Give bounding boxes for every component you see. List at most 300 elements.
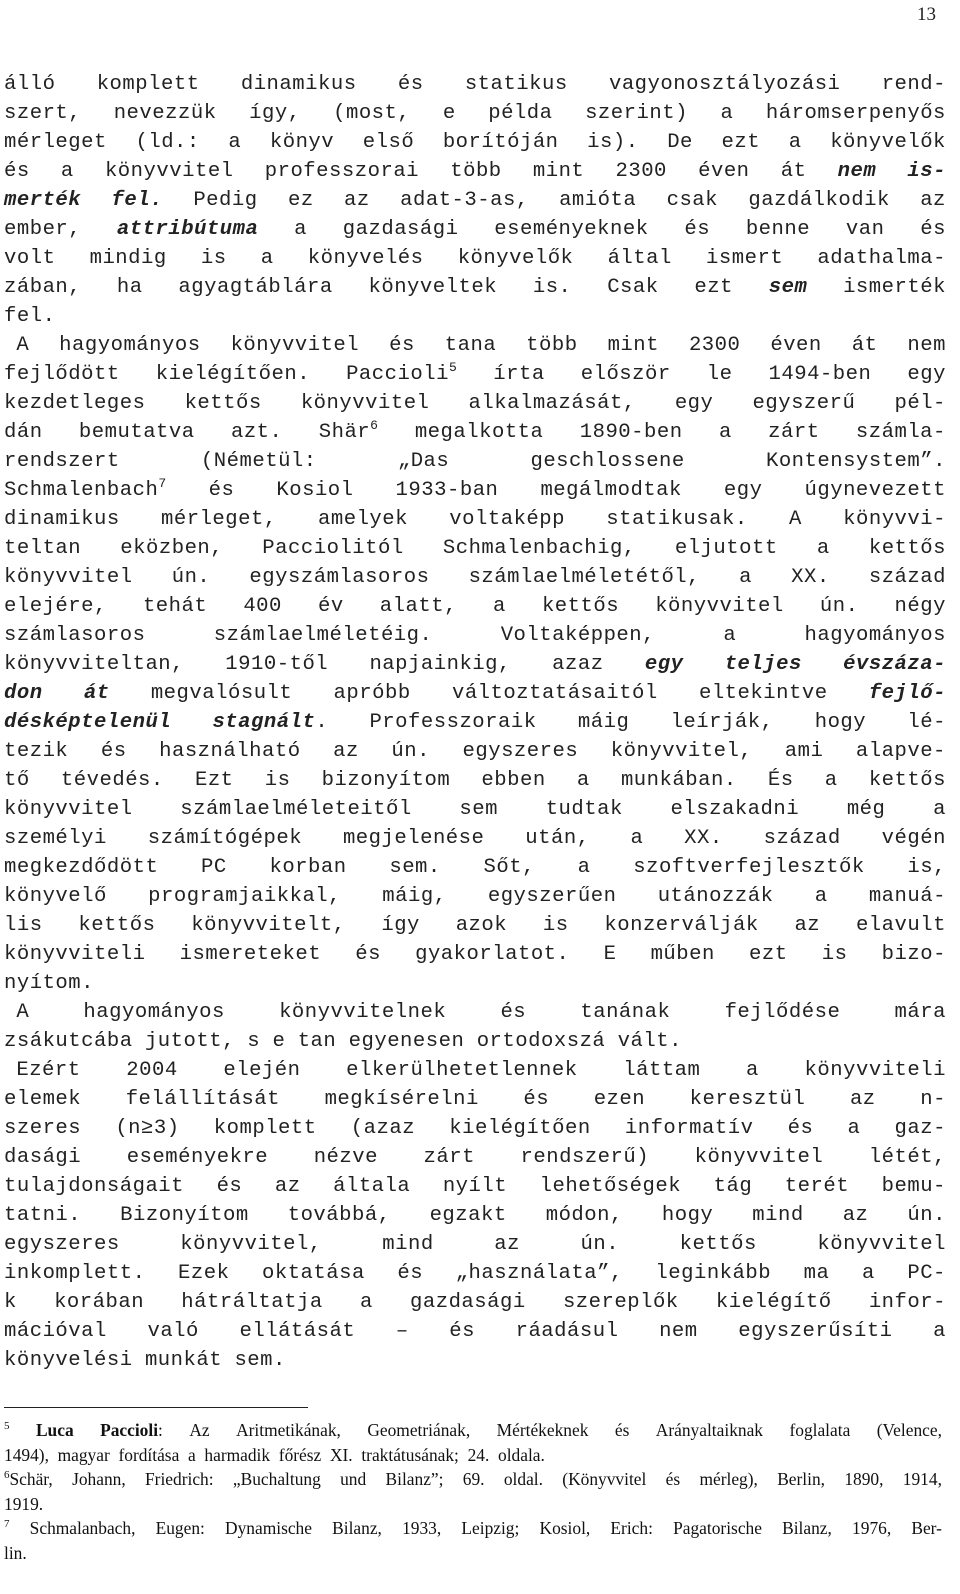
text-run: komplett bbox=[213, 1117, 317, 1140]
word bbox=[180, 795, 411, 824]
text-run: alkalmazását, bbox=[468, 392, 636, 415]
word bbox=[382, 1230, 433, 1259]
word bbox=[100, 1418, 163, 1443]
word bbox=[463, 737, 579, 766]
text-run: Az bbox=[189, 1420, 210, 1440]
text-run: könyv bbox=[269, 131, 335, 154]
text-run: Sőt, bbox=[483, 856, 535, 879]
text-line bbox=[4, 969, 946, 998]
text-run: hátráltatja bbox=[181, 1291, 323, 1314]
word bbox=[4, 1143, 81, 1172]
text-run: infor- bbox=[868, 1291, 946, 1314]
text-run: könyvvitelt, bbox=[191, 914, 346, 937]
text-run: és bbox=[684, 218, 711, 241]
word bbox=[604, 940, 617, 969]
footnote-line bbox=[4, 1467, 942, 1492]
text-run: könyvviteltan, bbox=[4, 653, 185, 676]
word bbox=[820, 592, 859, 621]
text-run: traktátusának; bbox=[361, 1444, 459, 1465]
text-run: Ezért bbox=[16, 1059, 81, 1082]
text-run: . bbox=[315, 711, 329, 734]
word bbox=[723, 621, 736, 650]
word bbox=[625, 1114, 754, 1143]
text-run: a bbox=[816, 537, 830, 560]
text-line bbox=[4, 389, 946, 418]
word bbox=[4, 505, 120, 534]
word bbox=[655, 592, 784, 621]
text-run: máig, bbox=[382, 885, 447, 908]
word bbox=[789, 1418, 850, 1443]
text-line bbox=[4, 563, 946, 592]
word bbox=[581, 1230, 620, 1259]
word bbox=[920, 1085, 946, 1114]
text-run: gazdasági bbox=[410, 1291, 526, 1314]
text-run: manuá- bbox=[868, 885, 946, 908]
word bbox=[410, 1288, 526, 1317]
word bbox=[105, 157, 234, 186]
text-run: számlaelméletéig. bbox=[213, 624, 433, 647]
text-run: könyvvitel, bbox=[180, 1233, 322, 1256]
text-run: könyvelő bbox=[4, 885, 107, 908]
word bbox=[788, 1114, 814, 1143]
text-run: 400 bbox=[243, 595, 282, 618]
word bbox=[781, 157, 807, 186]
text-run: és bbox=[216, 1175, 243, 1198]
text-run: Kosiol bbox=[276, 479, 354, 502]
text-run: ember, bbox=[4, 218, 82, 241]
text-run: az bbox=[333, 740, 359, 763]
text-run: könyvviteli bbox=[804, 1059, 946, 1082]
text-run: át bbox=[851, 334, 878, 357]
word bbox=[655, 1259, 771, 1288]
text-run: 2300 bbox=[688, 334, 741, 357]
text-run: az bbox=[274, 1175, 301, 1198]
text-run: kielégítő bbox=[715, 1291, 832, 1314]
word bbox=[804, 1259, 830, 1288]
text-run: fejlődött bbox=[4, 363, 120, 386]
footnote-ref: 7 bbox=[158, 476, 167, 492]
text-run: 69. bbox=[462, 1469, 485, 1489]
word bbox=[690, 1085, 806, 1114]
word bbox=[675, 534, 778, 563]
word bbox=[458, 244, 574, 273]
word bbox=[725, 998, 841, 1027]
word bbox=[322, 766, 451, 795]
word bbox=[201, 447, 317, 476]
word bbox=[351, 1114, 415, 1143]
text-run: (n≥3) bbox=[115, 1117, 180, 1140]
word bbox=[856, 737, 946, 766]
text-run: még bbox=[846, 798, 886, 821]
text-run: ráadásul bbox=[515, 1320, 619, 1343]
text-run: egy bbox=[723, 479, 763, 502]
text-run: (ld.: bbox=[135, 131, 200, 154]
text-run: Voltaképpen, bbox=[500, 624, 656, 647]
text-run: alapve- bbox=[855, 740, 946, 763]
text-line bbox=[4, 911, 946, 940]
word bbox=[319, 418, 379, 447]
text-run: nevezzük bbox=[113, 102, 217, 125]
text-run: a bbox=[720, 102, 734, 125]
footnote-line bbox=[4, 1492, 942, 1517]
word bbox=[346, 360, 457, 389]
word bbox=[504, 1467, 543, 1492]
word bbox=[386, 1467, 444, 1492]
text-run: és bbox=[523, 1088, 550, 1111]
text-run: dinamikus bbox=[4, 508, 120, 531]
text-run: egyenesen bbox=[348, 1030, 465, 1053]
text-run: Ezt bbox=[194, 769, 234, 792]
word bbox=[699, 679, 828, 708]
word bbox=[805, 621, 946, 650]
text-run: eljutott bbox=[674, 537, 778, 560]
text-run: 2004 bbox=[126, 1059, 178, 1082]
footnote-ref: 6 bbox=[4, 1469, 10, 1482]
word bbox=[497, 1418, 589, 1443]
text-run: De bbox=[667, 131, 693, 154]
text-run: gyakorlatot. bbox=[415, 943, 570, 966]
text-run: Erich: bbox=[610, 1518, 653, 1538]
word bbox=[714, 1172, 753, 1201]
word bbox=[623, 1056, 700, 1085]
word bbox=[785, 1172, 849, 1201]
word bbox=[651, 940, 715, 969]
word bbox=[180, 940, 321, 969]
word bbox=[181, 1288, 322, 1317]
text-line bbox=[4, 128, 946, 157]
word bbox=[415, 418, 544, 447]
emphasis-text: don bbox=[4, 682, 43, 705]
text-line bbox=[4, 824, 946, 853]
word bbox=[907, 331, 946, 360]
word bbox=[120, 534, 223, 563]
word bbox=[546, 795, 623, 824]
word bbox=[671, 795, 800, 824]
text-run: tág bbox=[713, 1175, 753, 1198]
word bbox=[279, 998, 446, 1027]
text-run: könyvvitel bbox=[694, 1146, 824, 1169]
word bbox=[360, 1288, 373, 1317]
word bbox=[143, 592, 207, 621]
word bbox=[777, 1467, 825, 1492]
text-run: tévedés. bbox=[60, 769, 164, 792]
text-line bbox=[4, 853, 946, 882]
word bbox=[145, 1346, 222, 1375]
word bbox=[822, 940, 848, 969]
word bbox=[178, 1259, 229, 1288]
word bbox=[615, 1418, 630, 1443]
text-run: könyvelés bbox=[307, 247, 424, 270]
text-line bbox=[4, 1085, 946, 1114]
text-run: Dynamische bbox=[225, 1518, 312, 1538]
text-run: ún. bbox=[391, 740, 430, 763]
text-run: zárt bbox=[423, 1146, 475, 1169]
text-run: E bbox=[603, 943, 617, 966]
text-run: rendszerű) bbox=[520, 1146, 650, 1169]
word bbox=[667, 128, 693, 157]
word bbox=[325, 1085, 479, 1114]
text-run: azaz bbox=[552, 653, 604, 676]
word bbox=[212, 708, 328, 737]
text-run: háromserpenyős bbox=[765, 102, 946, 125]
word bbox=[398, 70, 424, 99]
word bbox=[240, 1317, 356, 1346]
footnote-line bbox=[4, 1418, 942, 1443]
word bbox=[766, 447, 946, 476]
text-run: szereplők bbox=[562, 1291, 679, 1314]
text-run: bizonyítom bbox=[321, 769, 451, 792]
text-run: elavult bbox=[855, 914, 946, 937]
word bbox=[533, 157, 584, 186]
text-run: megjelenése bbox=[342, 827, 485, 850]
text-line bbox=[4, 766, 946, 795]
text-run: mindig bbox=[89, 247, 167, 270]
word bbox=[706, 244, 783, 273]
text-line bbox=[4, 331, 946, 360]
word bbox=[675, 389, 714, 418]
word bbox=[4, 331, 29, 360]
word bbox=[869, 882, 946, 911]
word bbox=[606, 505, 747, 534]
word bbox=[156, 360, 310, 389]
text-run: (most, bbox=[333, 102, 411, 125]
text-run: a bbox=[577, 856, 591, 879]
word bbox=[789, 128, 802, 157]
text-run: könyvviteli bbox=[4, 943, 146, 966]
word bbox=[54, 1288, 144, 1317]
word bbox=[4, 1172, 184, 1201]
word bbox=[844, 1467, 883, 1492]
word bbox=[397, 1259, 423, 1288]
text-run: elemek bbox=[4, 1088, 82, 1111]
word bbox=[58, 1443, 110, 1468]
text-run: nyítom. bbox=[4, 972, 95, 995]
text-run: programjaikkal, bbox=[148, 885, 342, 908]
footnote-divider bbox=[4, 1407, 308, 1408]
word bbox=[396, 1317, 409, 1346]
word bbox=[340, 1467, 366, 1492]
word bbox=[201, 244, 227, 273]
text-run: eseményeknek bbox=[494, 218, 649, 241]
text-run: és bbox=[4, 160, 30, 183]
text-run: módon, bbox=[545, 1204, 623, 1227]
text-run: ami bbox=[784, 740, 824, 763]
text-run: 1933-ban bbox=[395, 479, 499, 502]
text-run: napjainkig, bbox=[369, 653, 511, 676]
word bbox=[234, 1346, 285, 1375]
word bbox=[521, 1143, 650, 1172]
word bbox=[933, 1317, 946, 1346]
text-run: tanának bbox=[580, 1001, 671, 1024]
text-run: a bbox=[60, 160, 74, 183]
text-run: A bbox=[789, 508, 802, 531]
text-run: volt bbox=[4, 247, 56, 270]
word bbox=[225, 1516, 312, 1541]
text-run: is bbox=[821, 943, 848, 966]
word bbox=[4, 563, 133, 592]
word bbox=[261, 244, 274, 273]
text-run: is, bbox=[907, 856, 946, 879]
word bbox=[78, 911, 155, 940]
word bbox=[97, 70, 200, 99]
word bbox=[459, 795, 498, 824]
word bbox=[273, 1027, 286, 1056]
text-run: tezik bbox=[4, 740, 69, 763]
text-run: fejlődése bbox=[724, 1001, 841, 1024]
word bbox=[608, 331, 659, 360]
word bbox=[217, 1172, 243, 1201]
text-run: eltekintve bbox=[698, 682, 828, 705]
text-run: is). bbox=[587, 131, 639, 154]
text-run: század bbox=[868, 566, 946, 589]
word bbox=[578, 853, 591, 882]
text-run: mind bbox=[752, 1204, 804, 1227]
text-line bbox=[4, 1346, 946, 1375]
text-run: kezdetleges bbox=[4, 392, 146, 415]
word bbox=[768, 766, 794, 795]
word bbox=[59, 331, 200, 360]
word bbox=[344, 186, 370, 215]
text-run: a bbox=[933, 798, 946, 821]
word bbox=[270, 128, 334, 157]
text-run: könyvvitel bbox=[300, 392, 430, 415]
word bbox=[276, 476, 353, 505]
text-run: 1914, bbox=[902, 1469, 942, 1489]
word bbox=[695, 1143, 824, 1172]
text-run: fel. bbox=[4, 305, 56, 328]
word bbox=[882, 824, 946, 853]
text-run: Kontensystem”. bbox=[765, 450, 946, 473]
word bbox=[645, 650, 684, 679]
text-run: adathalma- bbox=[817, 247, 946, 270]
word bbox=[689, 331, 740, 360]
word bbox=[4, 737, 68, 766]
word bbox=[223, 1056, 300, 1085]
text-run: bizo- bbox=[881, 943, 946, 966]
word bbox=[191, 911, 345, 940]
text-run: így bbox=[381, 914, 420, 937]
word bbox=[4, 447, 120, 476]
word bbox=[749, 940, 788, 969]
word bbox=[185, 389, 262, 418]
text-run: kielégítően bbox=[449, 1117, 591, 1140]
word bbox=[4, 215, 81, 244]
word bbox=[4, 186, 81, 215]
text-run: használható bbox=[159, 740, 301, 763]
word bbox=[805, 1056, 946, 1085]
text-run: az bbox=[920, 189, 946, 212]
word bbox=[907, 853, 946, 882]
word bbox=[817, 534, 830, 563]
word bbox=[367, 1418, 470, 1443]
word bbox=[852, 1516, 891, 1541]
text-run: És bbox=[767, 769, 794, 792]
text-run: könyvvitel bbox=[104, 160, 234, 183]
text-run: megalkotta bbox=[414, 421, 544, 444]
word bbox=[920, 215, 946, 244]
word bbox=[882, 940, 946, 969]
word bbox=[381, 911, 420, 940]
word bbox=[895, 1114, 946, 1143]
text-run: és bbox=[397, 1262, 424, 1285]
text-run: kettős bbox=[868, 769, 946, 792]
word bbox=[656, 1418, 763, 1443]
text-run: és bbox=[665, 1469, 681, 1489]
text-run: borítóján bbox=[442, 131, 559, 154]
word bbox=[4, 1027, 133, 1056]
text-run: A bbox=[16, 1001, 30, 1024]
text-run: magyar bbox=[57, 1444, 110, 1465]
text-run: Schmalanbach, bbox=[29, 1518, 136, 1538]
word bbox=[516, 1317, 619, 1346]
text-run: a bbox=[294, 218, 307, 241]
text-run: a bbox=[260, 247, 274, 270]
text-run: utánozzák bbox=[657, 885, 774, 908]
text-run: először bbox=[580, 363, 671, 386]
text-run: a bbox=[187, 1444, 196, 1465]
text-run: 1976, bbox=[852, 1518, 892, 1538]
text-run: a bbox=[933, 1320, 946, 1343]
text-run: láttam bbox=[623, 1059, 701, 1082]
word bbox=[4, 1259, 145, 1288]
word bbox=[769, 273, 808, 302]
text-line bbox=[4, 1114, 946, 1143]
text-line bbox=[4, 476, 946, 505]
word bbox=[4, 157, 30, 186]
word bbox=[658, 882, 774, 911]
text-run: mérleg), bbox=[699, 1469, 758, 1489]
word bbox=[563, 1288, 679, 1317]
word bbox=[907, 708, 946, 737]
word bbox=[288, 186, 314, 215]
word bbox=[720, 99, 733, 128]
word bbox=[4, 998, 29, 1027]
word bbox=[746, 215, 810, 244]
word bbox=[188, 1443, 196, 1468]
word bbox=[4, 911, 43, 940]
text-line bbox=[4, 1230, 946, 1259]
text-run: zsákutcába bbox=[4, 1030, 133, 1053]
word bbox=[262, 1259, 365, 1288]
text-run: a bbox=[723, 624, 737, 647]
word bbox=[4, 302, 55, 331]
word bbox=[4, 534, 81, 563]
word bbox=[920, 186, 946, 215]
text-line bbox=[4, 679, 946, 708]
text-run: példa bbox=[488, 102, 553, 125]
word bbox=[288, 1201, 391, 1230]
word bbox=[615, 157, 666, 186]
text-run: Friedrich: bbox=[145, 1469, 214, 1489]
text-run: pél- bbox=[894, 392, 946, 415]
text-run: konzerválják bbox=[604, 914, 759, 937]
text-line bbox=[4, 215, 946, 244]
text-run: is bbox=[200, 247, 227, 270]
text-run: agyagtáblára bbox=[178, 276, 333, 299]
text-run: 1494-ben bbox=[768, 363, 872, 386]
word bbox=[621, 766, 737, 795]
text-line bbox=[4, 418, 946, 447]
text-run: Shär bbox=[318, 421, 371, 444]
word bbox=[894, 389, 945, 418]
word bbox=[862, 1259, 875, 1288]
word bbox=[294, 215, 307, 244]
word bbox=[443, 1172, 507, 1201]
word bbox=[430, 1201, 507, 1230]
word bbox=[4, 70, 55, 99]
word bbox=[147, 1317, 198, 1346]
emphasis-text: fejlő- bbox=[868, 682, 946, 705]
